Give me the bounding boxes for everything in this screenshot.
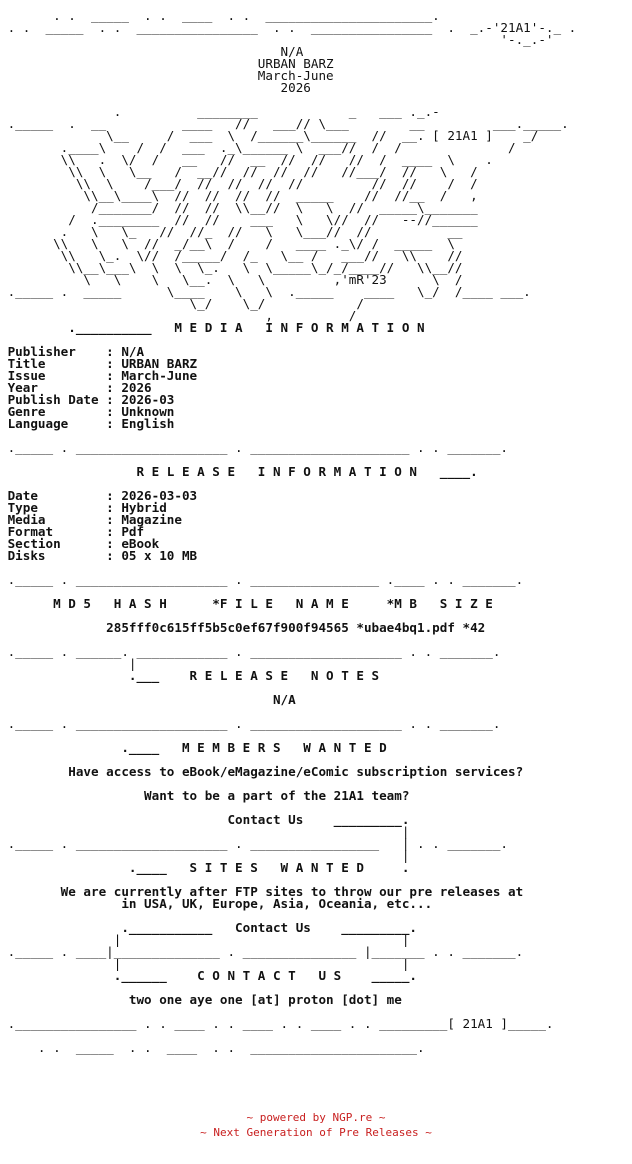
info-row-disks: Disks : 05 x 10 MB: [0, 548, 198, 563]
contact-us-heading: .______ C O N T A C T U S _____.: [0, 968, 418, 983]
release-year: 2026: [0, 80, 311, 95]
info-row-date: Date : 2026-03-03: [0, 488, 198, 503]
ascii-art-logo-line: , /: [0, 308, 357, 323]
section-divider: ._____ . ____________________ . ____________________ . . _______.: [0, 716, 501, 731]
release-information-heading: R E L E A S E I N F O R M A T I O N ____.: [0, 464, 478, 479]
section-divider: ._____ . ____________________ . _________________ .____ . . _______.: [0, 572, 524, 587]
info-row-media: Media : Magazine: [0, 512, 182, 527]
ascii-art-logo-line: \\ . \/ / __ // __ // // // / ____ \ .: [0, 152, 493, 167]
ascii-art-logo-line: \\ \_. \// /_____/ /_ \__ / ___// \\ //: [0, 248, 463, 263]
nfo-line: | |: [0, 956, 410, 971]
release-notes-heading: .___ R E L E A S E N O T E S: [0, 668, 380, 683]
info-row-type: Type : Hybrid: [0, 500, 167, 515]
ascii-art-logo-line: \__ / ___ \ /______\______ // __. [ 21A1 ] _/: [0, 128, 539, 143]
info-row-title: Title : URBAN BARZ: [0, 356, 198, 371]
powered-by-text: ~ powered by NGP.re ~: [246, 1111, 386, 1124]
release-issue: March-June: [0, 68, 334, 83]
ascii-art-logo-line: \\ \ \ // _/__\ / / ____ ._\/ / _____ \: [0, 236, 455, 251]
contact-us-label: Contact Us _________.: [0, 812, 410, 827]
members-wanted-text: Want to be a part of the 21A1 team?: [0, 788, 410, 803]
hash-table-row: 285fff0c615ff5b5c0ef67f900f94565 *ubae4bq1.pdf *42: [0, 620, 486, 635]
ascii-art-logo-line: \\ \ /___/ // // // // // // / /: [0, 176, 478, 191]
members-wanted-heading: .____ M E M B E R S W A N T E D: [0, 740, 387, 755]
members-wanted-text: Have access to eBook/eMagazine/eComic subscription services?: [0, 764, 524, 779]
tagline-text: ~ Next Generation of Pre Releases ~: [200, 1126, 432, 1139]
info-row-publish-date: Publish Date : 2026-03: [0, 392, 175, 407]
ascii-art-logo-line: . ________ _ ___ ._.-: [0, 104, 440, 119]
nfo-line: |: [0, 848, 410, 863]
section-divider: ._____ . ____________________ . _________________ | . . _______.: [0, 836, 508, 851]
ascii-art-logo-line: \_/ \_/ /: [0, 296, 364, 311]
nfo-line: |: [0, 824, 410, 839]
info-row-language: Language : English: [0, 416, 175, 431]
nfo-line: '-._.-': [0, 32, 554, 47]
ascii-art-logo-line: \\__\____\ // // // // _____ // //__ / ,: [0, 188, 478, 203]
ascii-art-logo-line: \ \ \ \__. \ \ ,'mR'23 \ /: [0, 272, 463, 287]
info-row-year: Year : 2026: [0, 380, 152, 395]
ascii-art-logo-line: ._____ . __ ____ // ___// \___ __ ___._____.: [0, 116, 569, 131]
info-row-publisher: Publisher : N/A: [0, 344, 145, 359]
release-publisher: N/A: [0, 44, 304, 59]
sites-wanted-heading: .____ S I T E S W A N T E D .: [0, 860, 410, 875]
credits-footer: [0, 1110, 632, 1140]
release-title: URBAN BARZ: [0, 56, 334, 71]
sites-wanted-text: We are currently after FTP sites to throw our pre releases at: [0, 884, 524, 899]
nfo-line: | |: [0, 932, 410, 947]
nfo-line: . . _____ . . ____ . . ______________________.: [0, 8, 440, 23]
media-information-heading: .__________ M E D I A I N F O R M A T I O N: [0, 320, 425, 335]
nfo-line: . . _____ . . ________________ . . ________________ . _.-'21A1'-._ .: [0, 20, 577, 35]
ascii-art-logo-line: ._____ . _____ \____ \ \ ._____ ____ \_/ /____ ___.: [0, 284, 531, 299]
contact-us-label: .___________ Contact Us _________.: [0, 920, 418, 935]
ascii-art-logo-line: / .________ // // ___ \ \// // --//______: [0, 212, 478, 227]
ascii-art-logo-line: \\ \ \__ / __// // // // //___/ // \ /: [0, 164, 478, 179]
footer-divider: .________________ . . ____ . . ____ . . ____ . . _________[ 21A1 ]_____.: [0, 1016, 554, 1031]
section-divider: ._____ . ______. ____________ . ____________________ . . _______.: [0, 644, 501, 659]
info-row-issue: Issue : March-June: [0, 368, 198, 383]
nfo-line: |: [0, 656, 137, 671]
section-divider: ._____ . ____________________ . _____________________ . . _______.: [0, 440, 508, 455]
nfo-text-block: [0, 10, 632, 1054]
info-row-section: Section : eBook: [0, 536, 160, 551]
info-row-format: Format : Pdf: [0, 524, 145, 539]
sites-wanted-text: in USA, UK, Europe, Asia, Oceania, etc...: [0, 896, 433, 911]
info-row-genre: Genre : Unknown: [0, 404, 175, 419]
hash-table-header: M D 5 H A S H *F I L E N A M E *M B S I Z E: [0, 596, 493, 611]
release-notes-text: N/A: [0, 692, 296, 707]
ascii-art-logo-line: .____\ / / ___ ._\______ \ ___// / / /: [0, 140, 516, 155]
ascii-art-logo-line: . \ \_ // //_ // \ \___// // __: [0, 224, 463, 239]
ascii-art-logo-line: /_______/ // // \\__// \ \ // _____\_______: [0, 200, 478, 215]
ascii-art-logo-line: \\__\___\ \ \ \_. \ \_____\_/_/____// \\__//: [0, 260, 463, 275]
footer-divider: . . _____ . . ____ . . ______________________.: [0, 1040, 425, 1055]
contact-email-text: two one aye one [at] proton [dot] me: [0, 992, 402, 1007]
section-divider: ._____ . ____|______________ . _______________ |_______ . . _______.: [0, 944, 524, 959]
